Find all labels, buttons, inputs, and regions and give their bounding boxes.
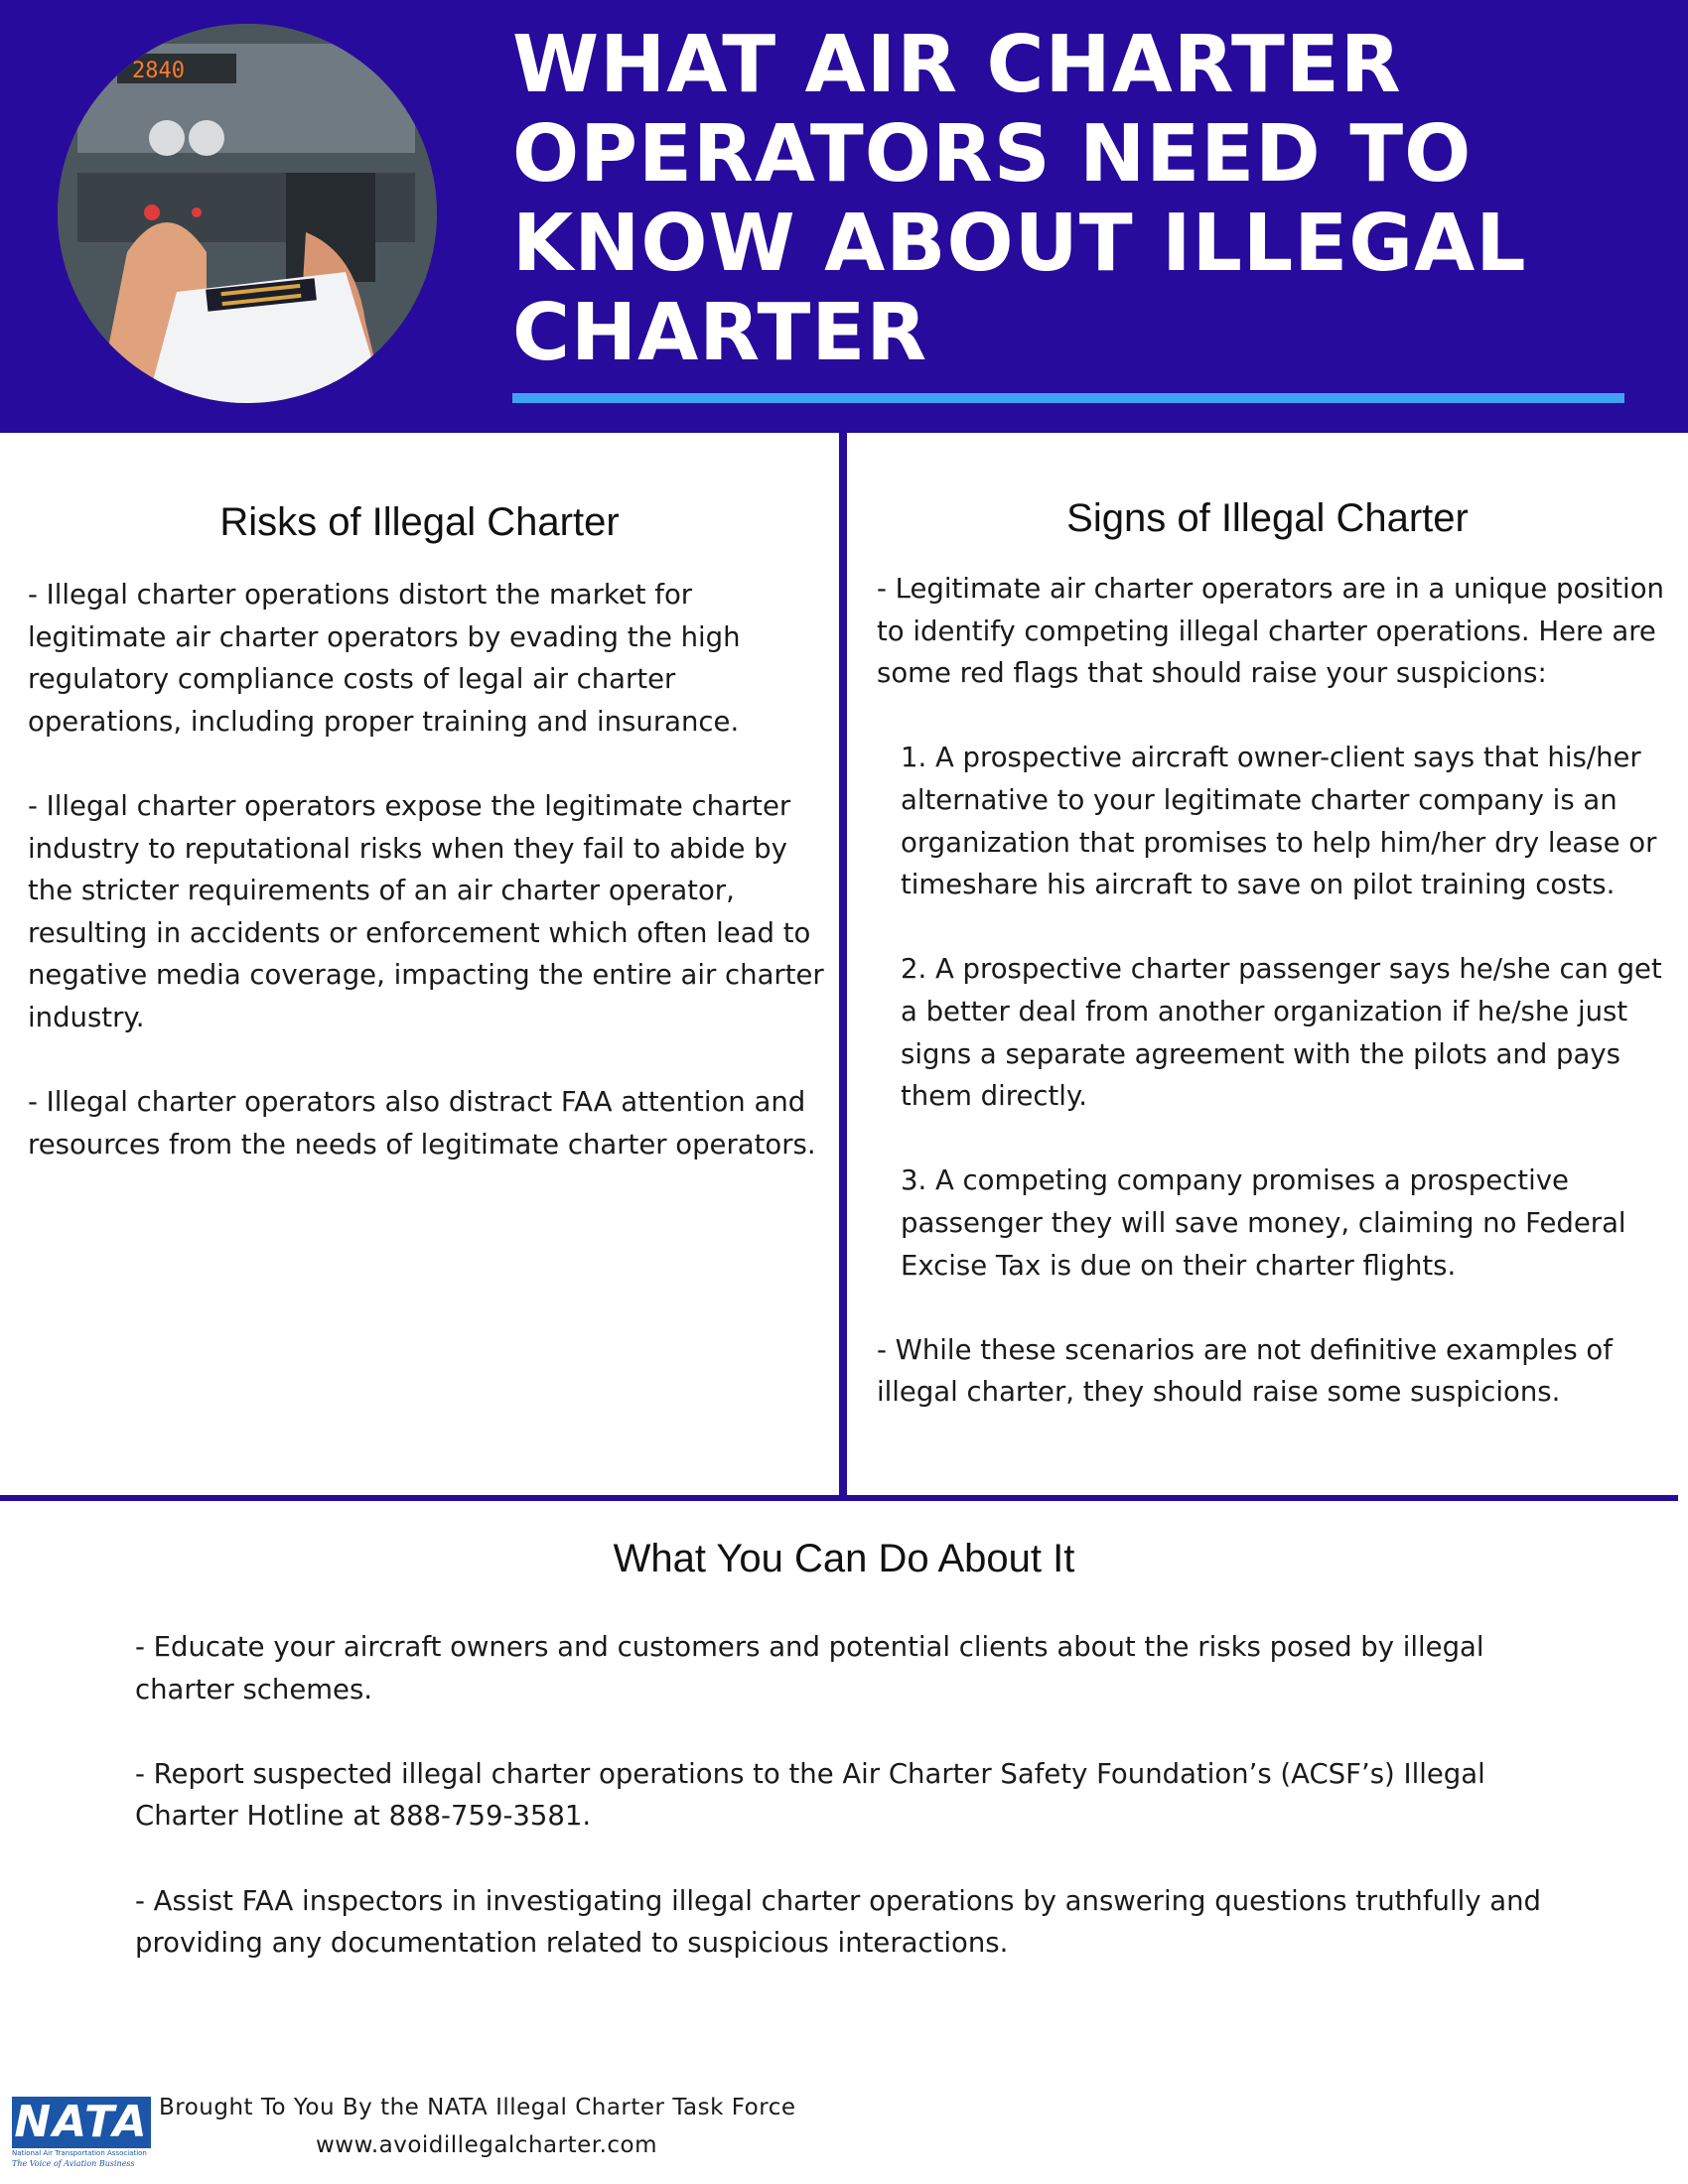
actions-paragraph: - Assist FAA inspectors in investigating illegal charter operations by answering questions truthfully and providing any documentation related to suspicious interactions. bbox=[135, 1884, 1542, 1960]
signs-list-item: 1. A prospective aircraft owner-client says that his/her alternative to your legitimate charter company is an organization that promises to help him/her dry lease or timeshare his aircraft to save on pilot training costs. bbox=[901, 742, 1657, 901]
risks-paragraph: - Illegal charter operators also distract FAA attention and resources from the needs of legitimate charter operators. bbox=[28, 1086, 816, 1160]
title-underline bbox=[512, 393, 1624, 403]
svg-text:2840: 2840 bbox=[132, 59, 185, 83]
signs-intro: - Legitimate air charter operators are in a unique position to identify competing illegal charter operations. Here are some red flags that should raise your suspicions: bbox=[877, 573, 1664, 690]
actions-paragraph: - Report suspected illegal charter operations to the Air Charter Safety Foundation’s (ACSF’s) Illegal Charter Hotline at 888-759-3581. bbox=[135, 1757, 1485, 1833]
actions-paragraph: - Educate your aircraft owners and customers and potential clients about the risks posed by illegal charter schemes. bbox=[135, 1631, 1484, 1706]
risks-paragraph: - Illegal charter operations distort the market for legitimate air charter operators by evading the high regulatory compliance costs of legal air charter operations, including proper training and insurance. bbox=[28, 579, 741, 738]
actions-heading: What You Can Do About It bbox=[613, 1537, 1075, 1580]
risks-heading: Risks of Illegal Charter bbox=[219, 500, 620, 544]
pilot-cockpit-photo bbox=[58, 24, 437, 403]
footer-website[interactable]: www.avoidillegalcharter.com bbox=[316, 2132, 658, 2158]
nata-logo-subtitle: National Air Transportation Association bbox=[12, 2149, 147, 2157]
footer-credit: Brought To You By the NATA Illegal Charter Task Force bbox=[159, 2095, 796, 2120]
signs-heading: Signs of Illegal Charter bbox=[1066, 496, 1469, 540]
signs-section bbox=[877, 568, 1683, 1414]
page-title: WHAT AIR CHARTER OPERATORS NEED TO KNOW ABOUT ILLEGAL CHARTER bbox=[512, 19, 1527, 378]
column-divider bbox=[839, 433, 847, 1497]
signs-list-item: 2. A prospective charter passenger says he/she can get a better deal from another organization if he/she just signs a separate agreement with the pilots and pays them directly. bbox=[901, 953, 1662, 1113]
nata-logo bbox=[12, 2097, 151, 2170]
risks-section bbox=[28, 574, 834, 1165]
signs-closing: - While these scenarios are not definitive examples of illegal charter, they should raise some suspicions. bbox=[877, 1333, 1613, 1409]
risks-paragraph: - Illegal charter operators expose the legitimate charter industry to reputational risks when they fail to abide by the stricter requirements of an air charter operator, resulting in accidents or enforcement which often lead to negative media coverage, impacting the entire air charter industry. bbox=[28, 789, 824, 1033]
nata-logo-tagline: The Voice of Aviation Business bbox=[12, 2159, 135, 2168]
header-banner bbox=[0, 0, 1688, 433]
nata-logo-text: NATA bbox=[12, 2097, 151, 2148]
signs-list-item: 3. A competing company promises a prospective passenger they will save money, claiming no Federal Excise Tax is due on their charter flights. bbox=[901, 1164, 1626, 1282]
section-divider bbox=[0, 1495, 1678, 1501]
actions-section bbox=[135, 1626, 1545, 1965]
